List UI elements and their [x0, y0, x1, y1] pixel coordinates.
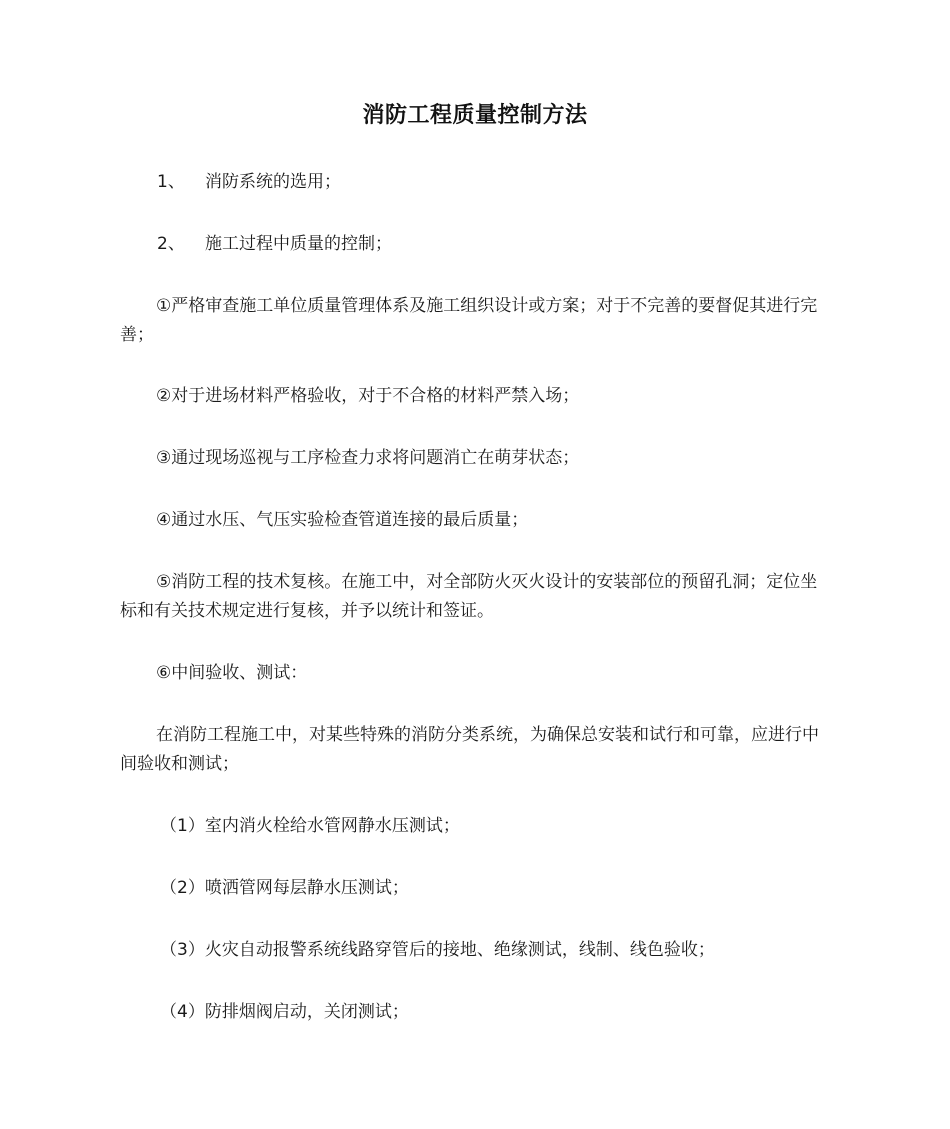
item-text: 施工过程中质量的控制；	[205, 234, 392, 254]
paragraph: ②对于进场材料严格验收，对于不合格的材料严禁入场；	[156, 386, 580, 406]
paragraph: ④通过水压、气压实验检查管道连接的最后质量；	[156, 510, 529, 530]
sub-item: （4）防排烟阀启动，关闭测试；	[160, 1002, 409, 1022]
sub-item: （2）喷洒管网每层静水压测试；	[160, 878, 409, 898]
numbered-item	[157, 168, 341, 197]
paragraph: ⑥中间验收、测试：	[156, 663, 308, 683]
paragraph: ①严格审查施工单位质量管理体系及施工组织设计或方案；对于不完善的要督促其进行完善；	[120, 296, 818, 345]
numbered-item	[157, 230, 392, 259]
sub-item: （3）火灾自动报警系统线路穿管后的接地、绝缘测试，线制、线色验收；	[160, 940, 715, 960]
item-number: 1、	[157, 172, 185, 192]
item-number: 2、	[157, 234, 185, 254]
item-text: 消防系统的选用；	[205, 172, 341, 192]
document-title: 消防工程质量控制方法	[362, 103, 588, 128]
paragraph: ③通过现场巡视与工序检查力求将问题消亡在萌芽状态；	[156, 448, 580, 468]
paragraph: 在消防工程施工中，对某些特殊的消防分类系统，为确保总安装和试行和可靠，应进行中间验收和测试；	[120, 725, 819, 774]
sub-item: （1）室内消火栓给水管网静水压测试；	[160, 816, 460, 836]
paragraph: ⑤消防工程的技术复核。在施工中，对全部防火灭火设计的安装部位的预留孔洞；定位坐标和有关技术规定进行复核，并予以统计和签证。	[120, 572, 818, 621]
